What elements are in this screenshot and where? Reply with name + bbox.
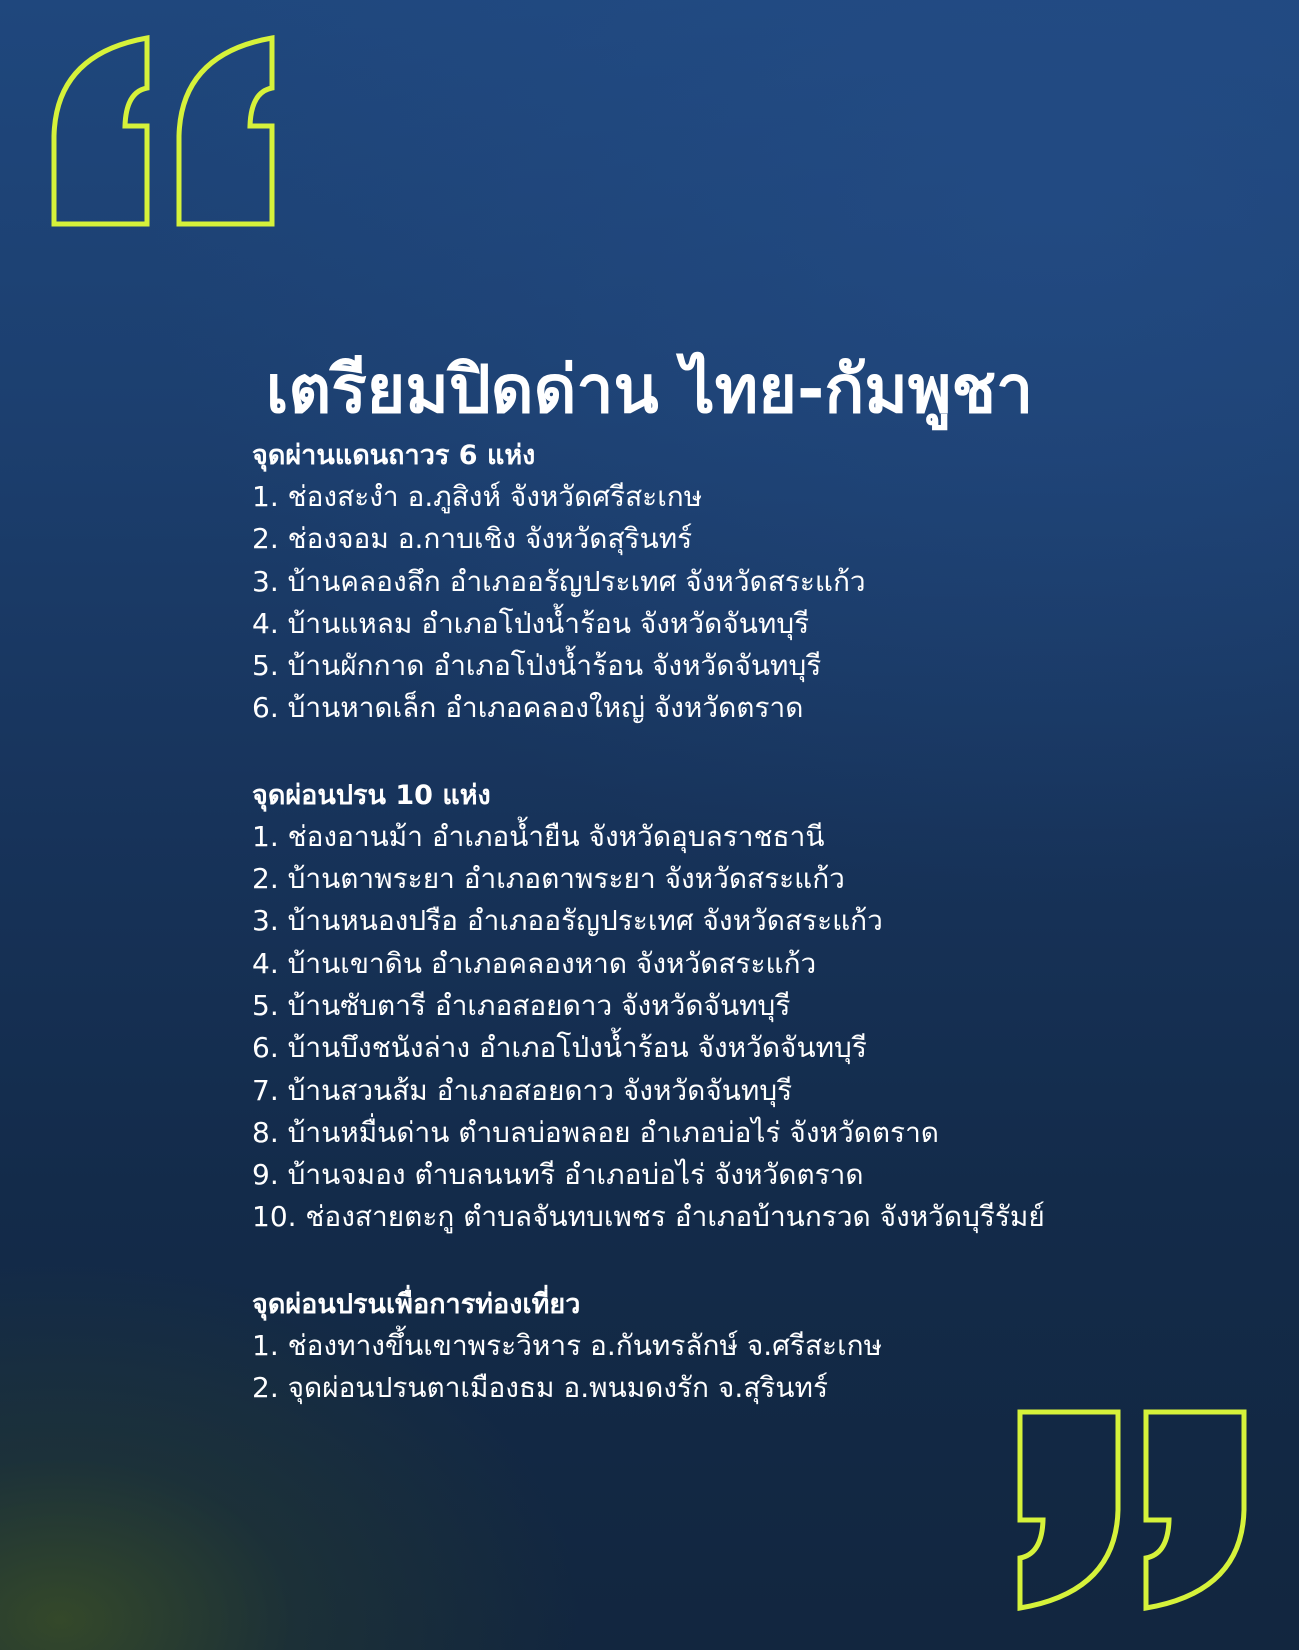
- section-heading: จุดผ่อนปรน 10 แห่ง: [252, 779, 491, 811]
- list-item: 6. บ้านบึงชนังล่าง อำเภอโป่งน้ำร้อน จังหวัดจันทบุรี: [252, 1031, 867, 1065]
- section-heading: จุดผ่านแดนถาวร 6 แห่ง: [252, 440, 536, 471]
- section-permanent-checkpoints: [252, 436, 1252, 730]
- list-item: 9. บ้านจมอง ตำบลนนทรี อำเภอบ่อไร่ จังหวัดตราด: [252, 1158, 864, 1192]
- section-items: [252, 1325, 1252, 1410]
- list-item: 2. บ้านตาพระยา อำเภอตาพระยา จังหวัดสระแก้ว: [252, 862, 845, 896]
- list-item: 7. บ้านสวนส้ม อำเภอสอยดาว จังหวัดจันทบุรี: [252, 1073, 793, 1107]
- list-item: 8. บ้านหมื่นด่าน ตำบลบ่อพลอย อำเภอบ่อไร่ จังหวัดตราด: [252, 1115, 939, 1149]
- list-item: 3. บ้านหนองปรือ อำเภออรัญประเทศ จังหวัดสระแก้ว: [252, 904, 883, 938]
- section-items: [252, 476, 1252, 730]
- section-heading: จุดผ่อนปรนเพื่อการท่องเที่ยว: [252, 1288, 581, 1320]
- section-tourism-checkpoints: [252, 1285, 1252, 1410]
- list-item: 2. จุดผ่อนปรนตาเมืองธม อ.พนมดงรัก จ.สุรินทร์: [252, 1371, 828, 1405]
- close-quote-outline-icon: [1018, 1410, 1258, 1620]
- list-item: 5. บ้านซับตารี อำเภอสอยดาว จังหวัดจันทบุรี: [252, 988, 791, 1022]
- list-item: 4. บ้านเขาดิน อำเภอคลองหาด จังหวัดสระแก้ว: [252, 946, 817, 980]
- list-item: 1. ช่องสะงำ อ.ภูสิงห์ จังหวัดศรีสะเกษ: [252, 480, 703, 513]
- list-item: 6. บ้านหาดเล็ก อำเภอคลองใหญ่ จังหวัดตราด: [252, 691, 804, 725]
- list-item: 4. บ้านแหลม อำเภอโป่งน้ำร้อน จังหวัดจันทบุรี: [252, 606, 810, 640]
- list-item: 1. ช่องทางขึ้นเขาพระวิหาร อ.กันทรลักษ์ จ.ศรีสะเกษ: [252, 1328, 883, 1362]
- list-item: 2. ช่องจอม อ.กาบเชิง จังหวัดสุรินทร์: [252, 522, 693, 556]
- page-title: เตรียมปิดด่าน ไทย-กัมพูชา: [265, 351, 1034, 429]
- list-item: 1. ช่องอานม้า อำเภอน้ำยืน จังหวัดอุบลราชธานี: [252, 819, 825, 853]
- section-items: [252, 816, 1252, 1239]
- content-list: [252, 436, 1252, 1455]
- list-item: 10. ช่องสายตะกู ตำบลจันทบเพชร อำเภอบ้านกรวด จังหวัดบุรีรัมย์: [252, 1200, 1045, 1234]
- list-item: 3. บ้านคลองลึก อำเภออรัญประเทศ จังหวัดสระแก้ว: [252, 564, 866, 598]
- list-item: 5. บ้านผักกาด อำเภอโป่งน้ำร้อน จังหวัดจันทบุรี: [252, 649, 822, 683]
- section-relaxed-checkpoints: [252, 776, 1252, 1239]
- open-quote-outline-icon: [52, 36, 282, 236]
